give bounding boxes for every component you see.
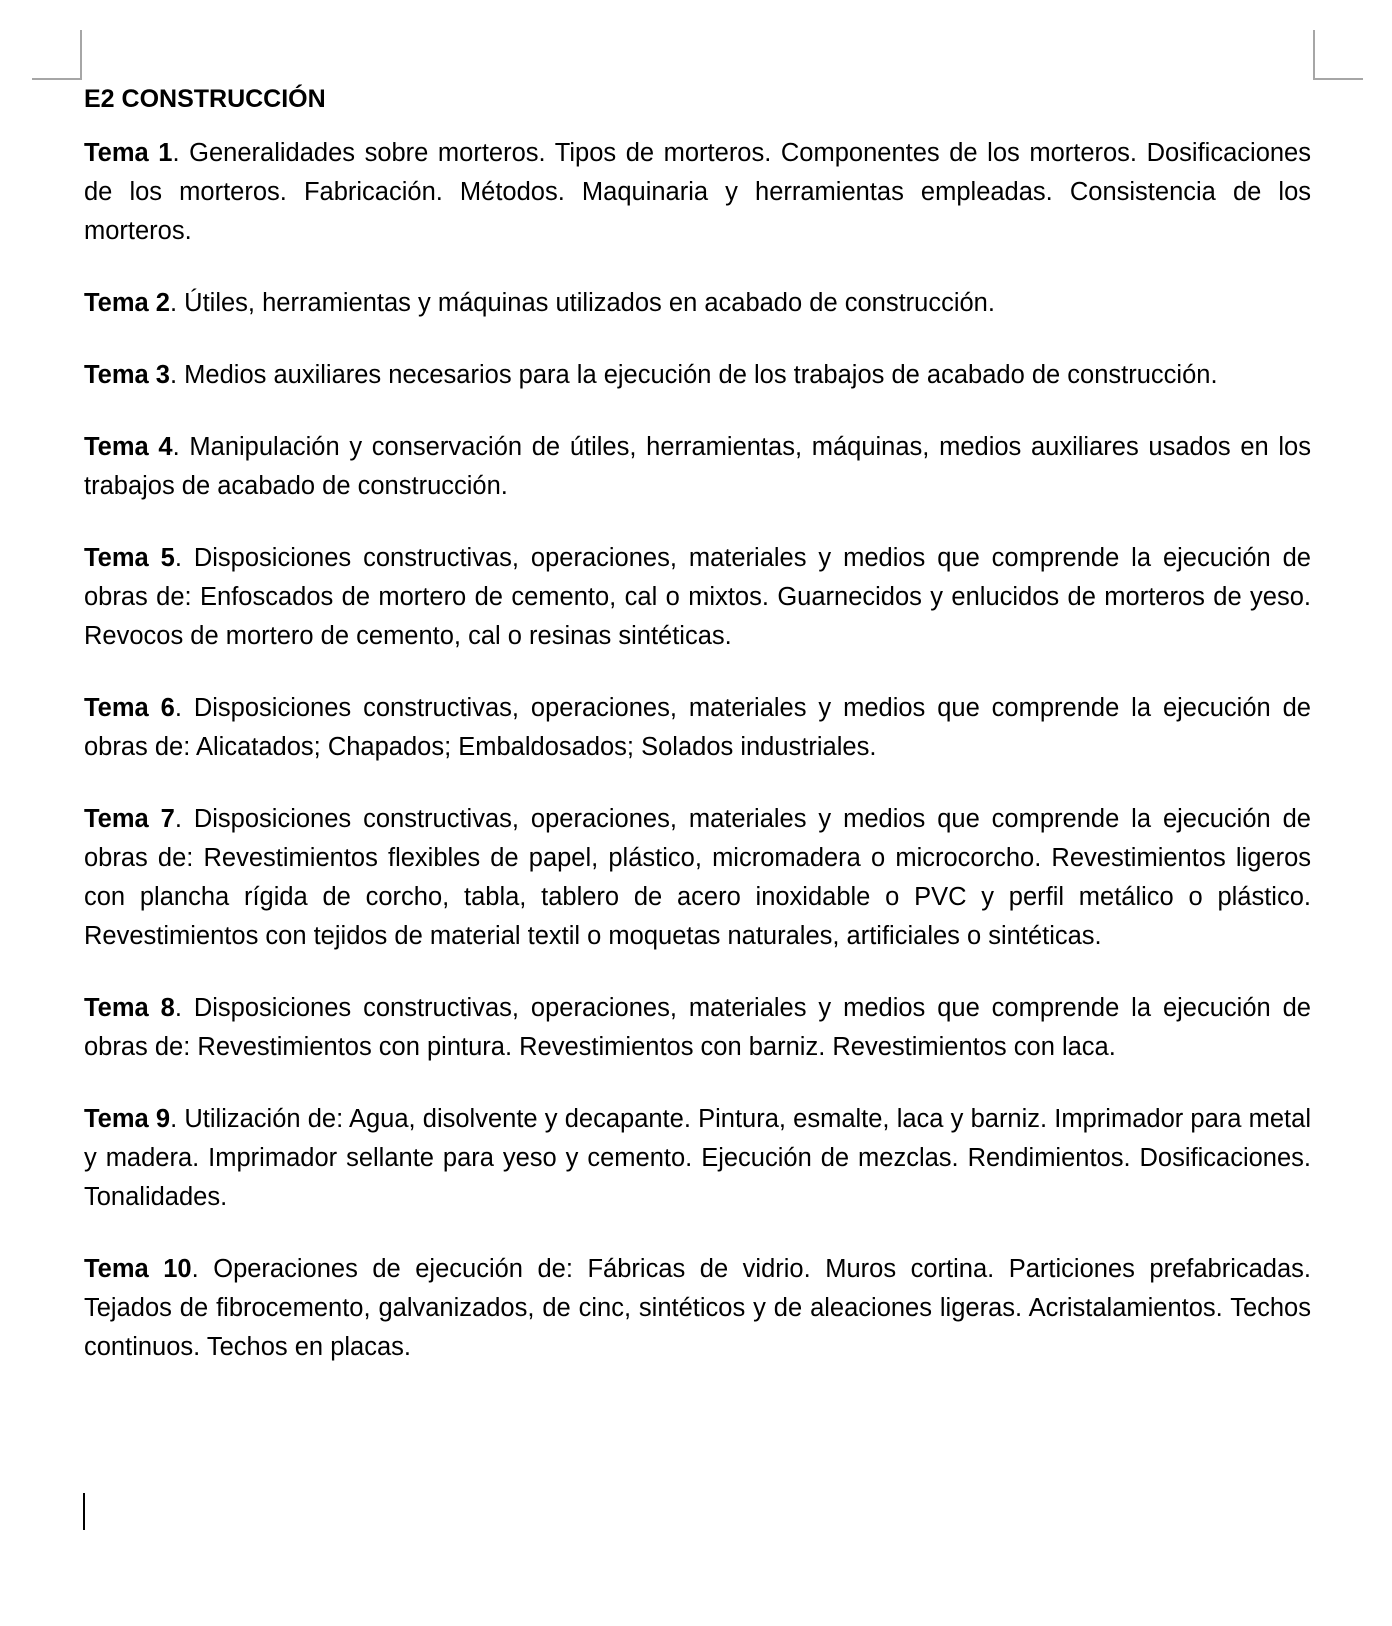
tema-paragraph [84,134,1311,251]
tema-text: . Manipulación y conservación de útiles, herramientas, máquinas, medios auxiliares usados en los trabajos de acabado de construcción. [84,433,1311,500]
tema-text: . Operaciones de ejecución de: Fábricas de vidrio. Muros cortina. Particiones prefabricadas. Tejados de fibrocemento, galvanizados, de cinc, sintéticos y de aleaciones ligeras. Acristalamientos. Techos continuos. Techos en placas. [84,1255,1311,1361]
tema-paragraph [84,284,1311,323]
tema-paragraph [84,800,1311,956]
tema-text: . Medios auxiliares necesarios para la ejecución de los trabajos de acabado de construcción. [170,361,1218,389]
tema-paragraph [84,428,1311,506]
document-body[interactable] [84,80,1311,1400]
tema-text: . Disposiciones constructivas, operaciones, materiales y medios que comprende la ejecución de obras de: Revestimientos flexibles de papel, plástico, micromadera o microcorcho. Revestimientos ligeros con plancha rígida de corcho, tabla, tablero de acero inoxidable o PVC y perfil metálico o plástico. Revestimientos con tejidos de material textil o moquetas naturales, artificiales o sintéticas. [84,805,1311,950]
tema-paragraph [84,1100,1311,1217]
tema-label: Tema 2 [84,289,170,317]
tema-text: . Disposiciones constructivas, operaciones, materiales y medios que comprende la ejecución de obras de: Alicatados; Chapados; Embaldosados; Solados industriales. [84,694,1311,761]
tema-label: Tema 7 [84,805,175,833]
tema-text: . Generalidades sobre morteros. Tipos de morteros. Componentes de los morteros. Dosificaciones de los morteros. Fabricación. Métodos. Maquinaria y herramientas empleadas. Consistencia de los morteros. [84,139,1311,245]
margin-corner-mark-top-left [32,30,82,80]
tema-paragraph [84,539,1311,656]
tema-label: Tema 1 [84,139,173,167]
tema-label: Tema 5 [84,544,175,572]
tema-paragraph [84,689,1311,767]
text-cursor [83,1493,85,1530]
tema-label: Tema 6 [84,694,175,722]
tema-label: Tema 8 [84,994,175,1022]
tema-label: Tema 4 [84,433,173,461]
tema-paragraph [84,356,1311,395]
tema-label: Tema 3 [84,361,170,389]
tema-text: . Utilización de: Agua, disolvente y decapante. Pintura, esmalte, laca y barniz. Imprimador para metal y madera. Imprimador sellante para yeso y cemento. Ejecución de mezclas. Rendimientos. Dosificaciones. Tonalidades. [84,1105,1311,1211]
margin-corner-mark-top-right [1313,30,1363,80]
document-heading: E2 CONSTRUCCIÓN [84,85,326,113]
tema-text: . Útiles, herramientas y máquinas utilizados en acabado de construcción. [170,289,995,317]
tema-label: Tema 10 [84,1255,192,1283]
tema-text: . Disposiciones constructivas, operaciones, materiales y medios que comprende la ejecución de obras de: Revestimientos con pintura. Revestimientos con barniz. Revestimientos con laca. [84,994,1311,1061]
tema-paragraph [84,989,1311,1067]
tema-text: . Disposiciones constructivas, operaciones, materiales y medios que comprende la ejecución de obras de: Enfoscados de mortero de cemento, cal o mixtos. Guarnecidos y enlucidos de morteros de yeso. Revocos de mortero de cemento, cal o resinas sintéticas. [84,544,1311,650]
tema-label: Tema 9 [84,1105,171,1133]
tema-paragraph [84,1250,1311,1367]
